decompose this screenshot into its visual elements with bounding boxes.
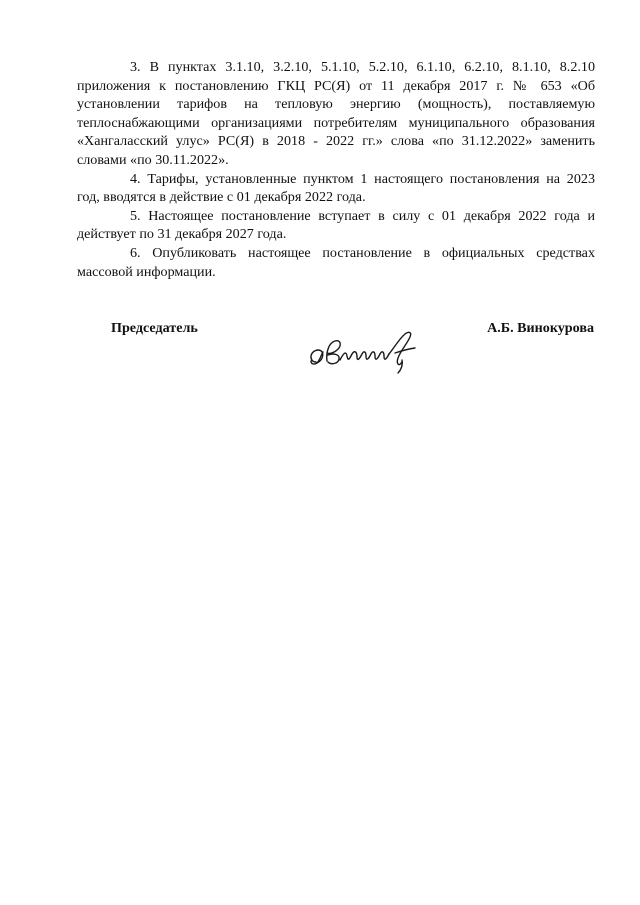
signatory-title: Председатель	[111, 320, 198, 336]
handwritten-signature	[302, 326, 426, 376]
signatory-name: А.Б. Винокурова	[487, 320, 594, 336]
document-body	[77, 58, 595, 281]
paragraph-item-5: 5. Настоящее постановление вступает в силу с 01 декабря 2022 года и действует по 31 декабря 2027 года.	[77, 207, 595, 243]
paragraph-item-4: 4. Тарифы, установленные пунктом 1 настоящего постановления на 2023 год, вводятся в действие с 01 декабря 2022 года.	[77, 170, 595, 206]
paragraph-item-3: 3. В пунктах 3.1.10, 3.2.10, 5.1.10, 5.2.10, 6.1.10, 6.2.10, 8.1.10, 8.2.10 приложения к постановлению ГКЦ РС(Я) от 11 декабря 2017 г. № 653 «Об установлении тарифов на тепловую энергию (мощность), поставляемую теплоснабжающими организациями потребителям муниципального образования «Хангаласский улус» РС(Я) в 2018 - 2022 гг.» слова «по 31.12.2022» заменить словами «по 30.11.2022».	[77, 59, 595, 168]
paragraph-item-6: 6. Опубликовать настоящее постановление в официальных средствах массовой информации.	[77, 244, 595, 280]
